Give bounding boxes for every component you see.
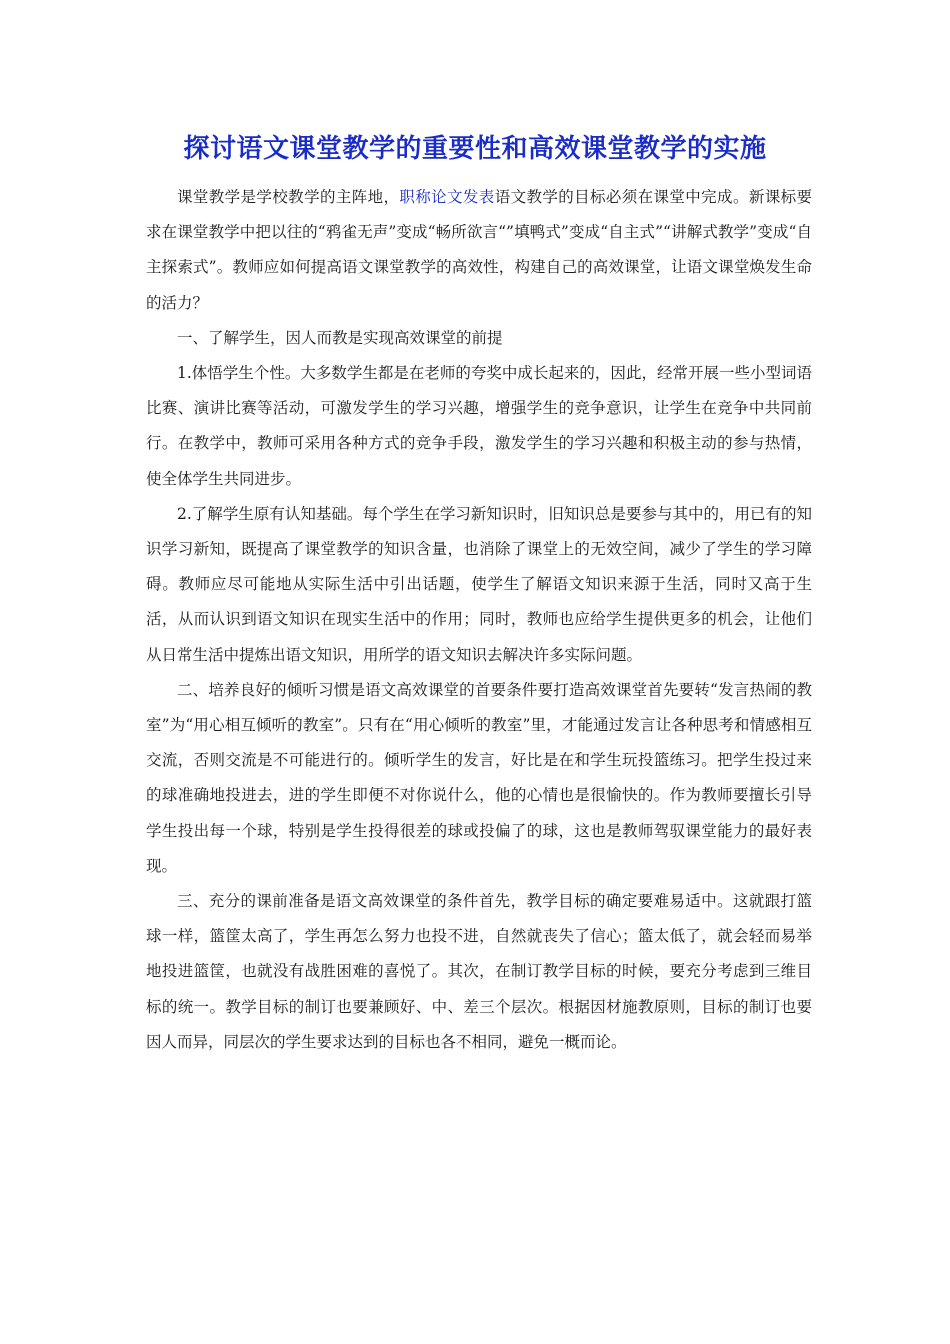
section-heading-1: 一、了解学生，因人而教是实现高效课堂的前提 <box>177 328 503 347</box>
document-body <box>146 180 812 1060</box>
section-paragraph-2: 二、培养良好的倾听习惯是语文高效课堂的首要条件要打造高效课堂首先要转“发言热闹的教室”为“用心相互倾听的教室”。只有在“用心倾听的教室”里，才能通过发言让各种思考和情感相互交流，否则交流是不可能进行的。倾听学生的发言，好比是在和学生玩投篮练习。把学生投过来的球准确地投进去，进的学生即便不对你说什么，他的心情也是很愉快的。作为教师要擅长引导学生投出每一个球，特别是学生投得很差的球或投偏了的球，这也是教师驾驭课堂能力的最好表现。 <box>146 680 812 875</box>
body-paragraph: 2.了解学生原有认知基础。每个学生在学习新知识时，旧知识总是要参与其中的，用已有的知识学习新知，既提高了课堂教学的知识含量，也消除了课堂上的无效空间，减少了学生的学习障碍。教师应尽可能地从实际生活中引出话题，使学生了解语文知识来源于生活，同时又高于生活，从而认识到语文知识在现实生活中的作用；同时，教师也应给学生提供更多的机会，让他们从日常生活中提炼出语文知识，用所学的语文知识去解决许多实际问题。 <box>146 504 812 664</box>
section-paragraph-3: 三、充分的课前准备是语文高效课堂的条件首先，教学目标的确定要难易适中。这就跟打篮球一样，篮筐太高了，学生再怎么努力也投不进，自然就丧失了信心；篮太低了，就会轻而易举地投进篮筐，也就没有战胜困难的喜悦了。其次，在制订教学目标的时候，要充分考虑到三维目标的统一。教学目标的制订也要兼顾好、中、差三个层次。根据因材施教原则，目标的制订也要因人而异，同层次的学生要求达到的目标也各不相同，避免一概而论。 <box>146 892 812 1051</box>
intro-text-before: 课堂教学是学校教学的主阵地， <box>177 188 400 206</box>
intro-text-after: 语文教学的目标必须在课堂中完成。新课标要求在课堂教学中把以往的“鸦雀无声”变成“畅所欲言“”填鸭式”变成“自主式”“讲解式教学”变成“自主探索式”。教师应如何提高语文课堂教学的高效性，构建自己的高效课堂，让语文课堂焕发生命的活力？ <box>146 188 812 312</box>
document-title: 探讨语文课堂教学的重要性和高效课堂教学的实施 <box>183 134 767 164</box>
keyword-link[interactable]: 职称论文发表 <box>399 188 495 206</box>
body-paragraph: 1.体悟学生个性。大多数学生都是在老师的夸奖中成长起来的，因此，经常开展一些小型词语比赛、演讲比赛等活动，可激发学生的学习兴趣，增强学生的竞争意识，让学生在竞争中共同前行。在教学中，教师可采用各种方式的竞争手段，激发学生的学习兴趣和积极主动的参与热情，使全体学生共同进步。 <box>146 364 812 488</box>
intro-paragraph <box>146 180 812 321</box>
